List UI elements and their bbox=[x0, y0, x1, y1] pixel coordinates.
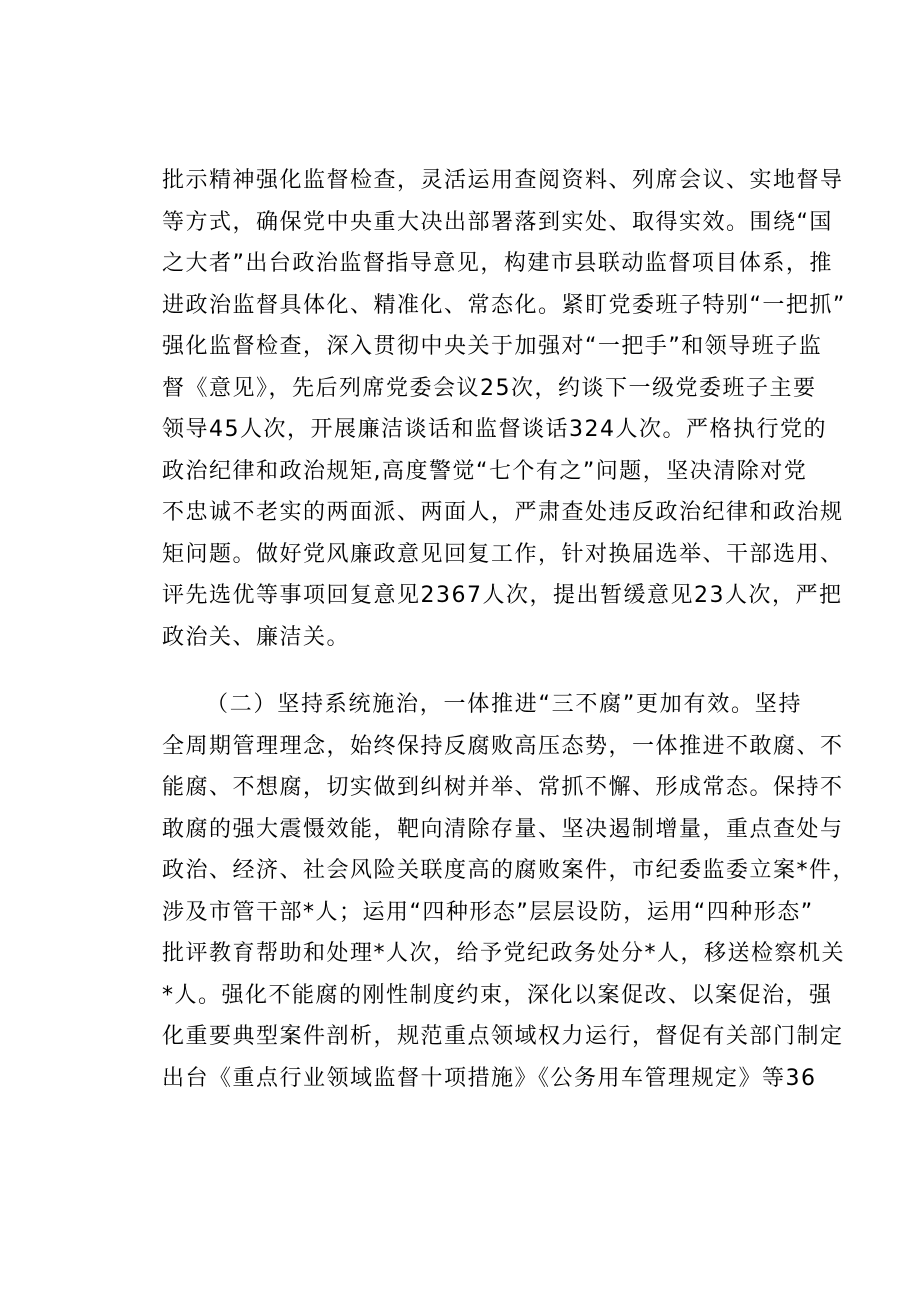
text-line: 化重要典型案件剖析，规范重点领域权力运行，督促有关部门制定 bbox=[162, 1024, 844, 1049]
text-line: 敢腐的强大震慑效能，靶向清除存量、坚决遏制增量，重点查处与 bbox=[162, 816, 844, 842]
text-line: 出台《重点行业领域监督十项措施》《公务用车管理规定》等36 bbox=[162, 1065, 817, 1091]
text-line: 之大者”出台政治监督指导意见，构建市县联动监督项目体系，推 bbox=[162, 251, 833, 276]
text-line: 政治关、廉洁关。 bbox=[162, 624, 351, 650]
text-line: 批示精神强化监督检查，灵活运用查阅资料、列席会议、实地督导 bbox=[162, 168, 844, 193]
text-line: 全周期管理理念，始终保持反腐败高压态势，一体推进不敢腐、不 bbox=[162, 733, 844, 759]
text-line: 涉及市管干部*人；运用“四种形态”层层设防，运用“四种形态” bbox=[162, 899, 814, 925]
text-line: 领导45人次，开展廉洁谈话和监督谈话324人次。严格执行党的 bbox=[162, 417, 827, 442]
text-line: 不忠诚不老实的两面派、两面人，严肃查处违反政治纪律和政治规 bbox=[162, 500, 844, 525]
text-line: 督《意见》，先后列席党委会议25次，约谈下一级党委班子主要 bbox=[162, 375, 817, 401]
text-line: 批评教育帮助和处理*人次，给予党纪政务处分*人，移送检察机关 bbox=[162, 941, 846, 966]
text-line: 政治纪律和政治规矩,高度警觉“七个有之”问题，坚决清除对党 bbox=[162, 458, 808, 484]
paragraph-political-supervision bbox=[162, 160, 846, 658]
text-line: 矩问题。做好党风廉政意见回复工作，针对换届选举、干部选用、 bbox=[162, 541, 844, 567]
paragraph-three-no-corruption bbox=[162, 684, 857, 1099]
section-heading-line: （二）坚持系统施治，一体推进“三不腐”更加有效。坚持 bbox=[206, 692, 802, 717]
text-line: 进政治监督具体化、精准化、常态化。紧盯党委班子特别“一把抓” bbox=[162, 292, 846, 318]
text-line: 等方式，确保党中央重大决出部署落到实处、取得实效。围绕“国 bbox=[162, 209, 833, 235]
text-line: 政治、经济、社会风险关联度高的腐败案件，市纪委监委立案*件， bbox=[162, 858, 857, 883]
text-line: 能腐、不想腐，切实做到纠树并举、常抓不懈、形成常态。保持不 bbox=[162, 775, 844, 800]
text-line: 评先选优等事项回复意见2367人次，提出暂缓意见23人次，严把 bbox=[162, 583, 843, 608]
text-line: *人。强化不能腐的刚性制度约束，深化以案促改、以案促治，强 bbox=[162, 982, 833, 1008]
text-line: 强化监督检查，深入贯彻中央关于加强对“一把手”和领导班子监 bbox=[162, 334, 823, 359]
